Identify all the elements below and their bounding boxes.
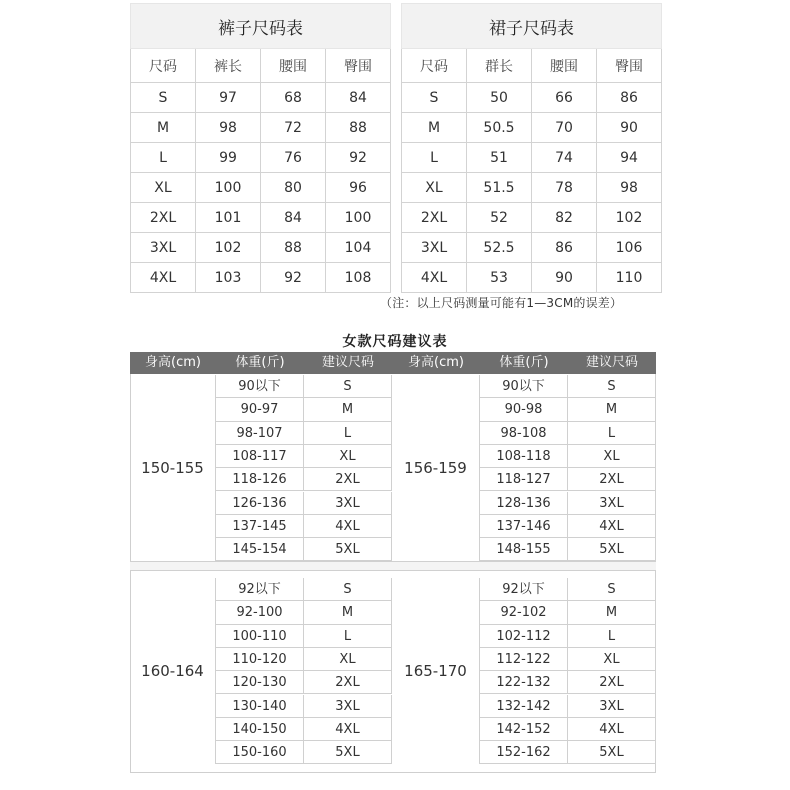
measurement-cell: 51 xyxy=(467,143,532,173)
column-header: 臀围 xyxy=(597,49,662,83)
suggested-size-cell: 4XL xyxy=(304,515,392,538)
weight-range-cell: 137-146 xyxy=(480,515,568,538)
weight-range-cell: 108-118 xyxy=(480,445,568,468)
table-row xyxy=(402,173,662,203)
measurement-cell: 98 xyxy=(597,173,662,203)
measurement-cell: 92 xyxy=(261,263,326,293)
column-header-size-right: 建议尺码 xyxy=(568,352,656,374)
weight-range-cell: 152-162 xyxy=(480,741,568,764)
measurement-cell: 90 xyxy=(532,263,597,293)
size-cell: 2XL xyxy=(402,203,467,233)
table-row xyxy=(402,203,662,233)
suggested-size-cell: M xyxy=(304,398,392,421)
measurement-cell: 97 xyxy=(196,83,261,113)
size-cell: L xyxy=(131,143,196,173)
measurement-cell: 82 xyxy=(532,203,597,233)
measurement-cell: 94 xyxy=(597,143,662,173)
size-cell: 2XL xyxy=(131,203,196,233)
measurement-cell: 52 xyxy=(467,203,532,233)
measurement-cell: 99 xyxy=(196,143,261,173)
measurement-cell: 78 xyxy=(532,173,597,203)
measurement-note: （注：以上尺码测量可能有1—3CM的误差） xyxy=(380,296,623,310)
measurement-cell: 50.5 xyxy=(467,113,532,143)
suggested-size-cell: XL xyxy=(304,445,392,468)
size-cell: M xyxy=(402,113,467,143)
suggested-size-cell: XL xyxy=(304,648,392,671)
size-cell: 3XL xyxy=(402,233,467,263)
measurement-cell: 102 xyxy=(196,233,261,263)
suggested-size-cell: 5XL xyxy=(568,538,656,561)
table-row xyxy=(402,263,662,293)
height-range-cell: 156-159 xyxy=(392,375,480,561)
weight-range-cell: 132-142 xyxy=(480,695,568,718)
suggested-size-cell: 3XL xyxy=(568,492,656,515)
pants-size-table xyxy=(130,3,391,293)
weight-range-cell: 150-160 xyxy=(216,741,304,764)
suggested-size-cell: S xyxy=(304,578,392,601)
suggested-size-cell: S xyxy=(304,375,392,398)
table-row xyxy=(131,233,391,263)
measurement-cell: 80 xyxy=(261,173,326,203)
weight-range-cell: 92-102 xyxy=(480,601,568,624)
height-range-cell: 160-164 xyxy=(130,578,216,764)
measurement-cell: 76 xyxy=(261,143,326,173)
skirt-table-title: 裙子尺码表 xyxy=(402,4,662,49)
measurement-cell: 88 xyxy=(261,233,326,263)
measurement-cell: 66 xyxy=(532,83,597,113)
suggested-size-cell: 2XL xyxy=(568,671,656,694)
measurement-cell: 51.5 xyxy=(467,173,532,203)
weight-range-cell: 92-100 xyxy=(216,601,304,624)
column-header-size-left: 建议尺码 xyxy=(304,352,392,374)
table-row xyxy=(402,83,662,113)
column-header: 尺码 xyxy=(402,49,467,83)
size-cell: 4XL xyxy=(131,263,196,293)
weight-range-cell: 90-97 xyxy=(216,398,304,421)
recommend-table-title: 女款尺码建议表 xyxy=(342,334,448,350)
weight-range-cell: 137-145 xyxy=(216,515,304,538)
suggested-size-cell: 3XL xyxy=(304,492,392,515)
suggested-size-cell: 2XL xyxy=(304,468,392,491)
column-header-weight-left: 体重(斤) xyxy=(216,352,304,374)
weight-range-cell: 140-150 xyxy=(216,718,304,741)
table-row xyxy=(402,233,662,263)
weight-range-cell: 142-152 xyxy=(480,718,568,741)
height-range-cell: 165-170 xyxy=(392,578,480,764)
measurement-cell: 100 xyxy=(196,173,261,203)
measurement-cell: 110 xyxy=(597,263,662,293)
weight-range-cell: 100-110 xyxy=(216,625,304,648)
size-cell: XL xyxy=(131,173,196,203)
measurement-cell: 86 xyxy=(532,233,597,263)
measurement-cell: 106 xyxy=(597,233,662,263)
suggested-size-cell: 3XL xyxy=(568,695,656,718)
measurement-cell: 108 xyxy=(326,263,391,293)
table-row xyxy=(131,173,391,203)
suggested-size-cell: 4XL xyxy=(568,718,656,741)
column-header: 裤长 xyxy=(196,49,261,83)
weight-range-cell: 110-120 xyxy=(216,648,304,671)
suggested-size-cell: M xyxy=(304,601,392,624)
column-header-weight-right: 体重(斤) xyxy=(480,352,568,374)
suggested-size-cell: M xyxy=(568,601,656,624)
weight-range-cell: 98-108 xyxy=(480,422,568,445)
suggested-size-cell: 5XL xyxy=(304,741,392,764)
suggested-size-cell: L xyxy=(568,422,656,445)
column-header: 腰围 xyxy=(532,49,597,83)
measurement-cell: 104 xyxy=(326,233,391,263)
size-cell: S xyxy=(402,83,467,113)
size-cell: S xyxy=(131,83,196,113)
weight-range-cell: 126-136 xyxy=(216,492,304,515)
measurement-cell: 103 xyxy=(196,263,261,293)
suggested-size-cell: 5XL xyxy=(568,741,656,764)
suggested-size-cell: XL xyxy=(568,648,656,671)
measurement-cell: 86 xyxy=(597,83,662,113)
measurement-cell: 92 xyxy=(326,143,391,173)
size-cell: 4XL xyxy=(402,263,467,293)
table-row xyxy=(131,203,391,233)
weight-range-cell: 90以下 xyxy=(480,375,568,398)
suggested-size-cell: L xyxy=(304,625,392,648)
suggested-size-cell: 4XL xyxy=(568,515,656,538)
weight-range-cell: 130-140 xyxy=(216,695,304,718)
suggested-size-cell: M xyxy=(568,398,656,421)
skirt-size-table xyxy=(401,3,662,293)
suggested-size-cell: 2XL xyxy=(568,468,656,491)
table-row xyxy=(131,263,391,293)
measurement-cell: 96 xyxy=(326,173,391,203)
weight-range-cell: 128-136 xyxy=(480,492,568,515)
weight-range-cell: 90以下 xyxy=(216,375,304,398)
suggested-size-cell: 2XL xyxy=(304,671,392,694)
measurement-cell: 88 xyxy=(326,113,391,143)
table-row xyxy=(131,83,391,113)
weight-range-cell: 90-98 xyxy=(480,398,568,421)
measurement-cell: 98 xyxy=(196,113,261,143)
measurement-cell: 53 xyxy=(467,263,532,293)
table-row xyxy=(131,143,391,173)
column-header: 腰围 xyxy=(261,49,326,83)
weight-range-cell: 120-130 xyxy=(216,671,304,694)
suggested-size-cell: L xyxy=(568,625,656,648)
measurement-cell: 50 xyxy=(467,83,532,113)
measurement-cell: 84 xyxy=(261,203,326,233)
measurement-cell: 100 xyxy=(326,203,391,233)
size-cell: XL xyxy=(402,173,467,203)
measurement-cell: 101 xyxy=(196,203,261,233)
measurement-cell: 72 xyxy=(261,113,326,143)
suggested-size-cell: 3XL xyxy=(304,695,392,718)
pants-table-header-row xyxy=(131,49,391,83)
pants-table-title: 裤子尺码表 xyxy=(131,4,391,49)
suggested-size-cell: XL xyxy=(568,445,656,468)
weight-range-cell: 122-132 xyxy=(480,671,568,694)
measurement-cell: 68 xyxy=(261,83,326,113)
size-cell: 3XL xyxy=(131,233,196,263)
weight-range-cell: 102-112 xyxy=(480,625,568,648)
suggested-size-cell: S xyxy=(568,375,656,398)
suggested-size-cell: 5XL xyxy=(304,538,392,561)
weight-range-cell: 92以下 xyxy=(480,578,568,601)
measurement-cell: 84 xyxy=(326,83,391,113)
table-row xyxy=(131,113,391,143)
table-row xyxy=(402,113,662,143)
column-header: 尺码 xyxy=(131,49,196,83)
weight-range-cell: 108-117 xyxy=(216,445,304,468)
measurement-cell: 90 xyxy=(597,113,662,143)
measurement-cell: 102 xyxy=(597,203,662,233)
column-header: 群长 xyxy=(467,49,532,83)
size-cell: L xyxy=(402,143,467,173)
measurement-cell: 52.5 xyxy=(467,233,532,263)
size-cell: M xyxy=(131,113,196,143)
measurement-cell: 74 xyxy=(532,143,597,173)
weight-range-cell: 98-107 xyxy=(216,422,304,445)
weight-range-cell: 118-126 xyxy=(216,468,304,491)
weight-range-cell: 92以下 xyxy=(216,578,304,601)
weight-range-cell: 118-127 xyxy=(480,468,568,491)
height-range-cell: 150-155 xyxy=(130,375,216,561)
skirt-table-header-row xyxy=(402,49,662,83)
suggested-size-cell: L xyxy=(304,422,392,445)
column-header: 臀围 xyxy=(326,49,391,83)
block-separator xyxy=(130,561,656,571)
column-header-height-left: 身高(cm) xyxy=(130,352,216,374)
column-header-height-right: 身高(cm) xyxy=(392,352,480,374)
table-row xyxy=(402,143,662,173)
measurement-cell: 70 xyxy=(532,113,597,143)
suggested-size-cell: 4XL xyxy=(304,718,392,741)
weight-range-cell: 145-154 xyxy=(216,538,304,561)
suggested-size-cell: S xyxy=(568,578,656,601)
weight-range-cell: 148-155 xyxy=(480,538,568,561)
weight-range-cell: 112-122 xyxy=(480,648,568,671)
